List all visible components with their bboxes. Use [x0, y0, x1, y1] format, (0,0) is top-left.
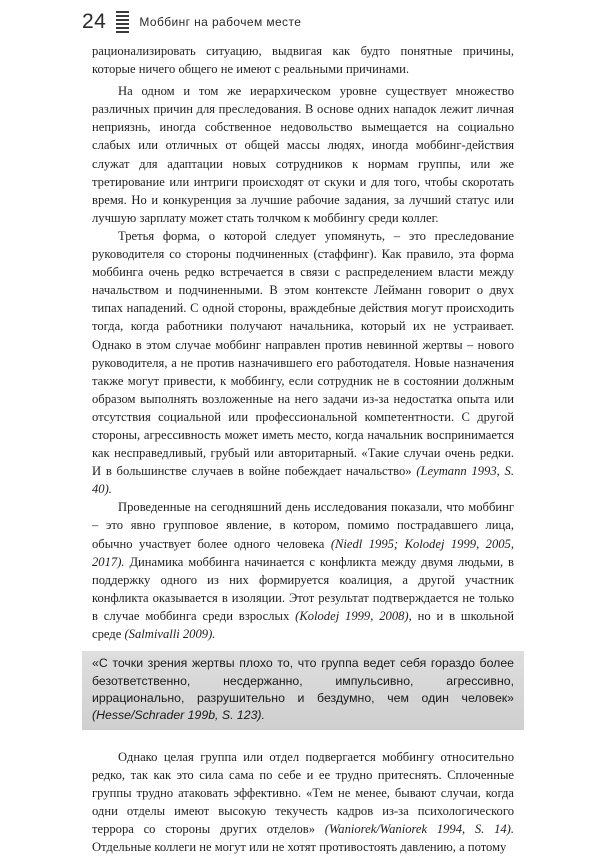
paragraph-0: рационализировать ситуацию, выдвигая как будто понятные причины, которые ничего общего не имеют с реальными причинами.: [92, 44, 514, 77]
header-decoration: [116, 11, 129, 33]
page-header: [82, 10, 301, 34]
paragraph-3-text-b: Динамика моббинга начинается с конфликта между двумя людьми, в поддержку одного из них формируется коалиция, а другой участник конфликта оказывается в изоляции. Этот результат подтверждается не только в случае моббинга среди взрослых: [92, 554, 514, 623]
page-number: 24: [82, 10, 107, 33]
running-title: Моббинг на рабочем месте: [139, 15, 302, 29]
citation-kolodej: (Kolodej 1999, 2008),: [295, 608, 412, 623]
paragraph-4: [92, 748, 514, 856]
citation-waniorek: (Waniorek/Waniorek 1994, S. 14).: [324, 822, 515, 837]
highlighted-quote: [82, 651, 524, 730]
paragraph-4-text-a: Однако целая группа или отдел подвергается моббингу относительно редко, так как это сила сама по себе и ее трудно притеснять. Сплоченные группы трудно атаковать эффективно. «Тем не менее, бывают случаи, когда одни отделы имеют высокую текучесть кадров из-за психологического террора со стороны других отделов»: [92, 749, 514, 837]
paragraph-1: На одном и том же иерархическом уровне существует множество различных причин для преследования. В основе одних нападок лежит личная неприязнь, иногда собственное недовольство вымещается на социально слабых или отличных от общей массы людях, иногда моббинг-действия служат для адаптации новых сотрудников к нормам группы, или же третирование или интриги происходят от скуки и для того, чтобы скоротать время. Но и конкуренция за лучшие рабочие задания, за лучший статус или лучшую зарплату может стать толчком к моббингу среди коллег.: [92, 84, 514, 225]
citation-salmivalli: (Salmivalli 2009).: [124, 627, 216, 641]
paragraph-2: [92, 227, 514, 498]
quote-text: «С точки зрения жертвы плохо то, что группа ведет себя гораздо более безответственно, несдержанно, импульсивно, агрессивно, иррационально, разрушительно и бездумно, чем один человек»: [92, 656, 514, 705]
paragraph-3-text-a: Проведенные на сегодняшний день исследования показали, что моббинг – это явно групповое явление, в котором, помимо пострадавшего лица, обычно участвует более одного человека: [92, 500, 514, 551]
quote-citation: (Hesse/Schrader 199b, S. 123).: [92, 708, 265, 723]
citation-leymann: (Leymann 1993, S. 40).: [92, 464, 514, 497]
paragraph-3: [92, 498, 514, 643]
paragraph-4-text-b: Отдельные коллеги не могут или не хотят противостоять давлению, а потому: [92, 840, 507, 855]
paragraph-2-text: Третья форма, о которой следует упомянуть, – это преследование руководителя со стороны подчиненных (стаффинг). Как правило, эта форма моббинга очень редко встречается в связи с распределением власти между начальством и подчиненными. В этом контексте Лейманн говорит о двух типах нападений. С одной стороны, враждебные действия могут происходить тогда, когда работники получают начальника, который их не устраивает. Однако в этом случае моббинг направлен против невинной жертвы – нового руководителя, а не против назначившего его работодателя. Новые назначения также могут привести, к моббингу, если сотрудник не в состоянии должным образом выполнять возложенные на него задачи из-за недостатка опыта или отсутствия социальной или профессиональной компетентности. С другой стороны, агрессивность может иметь место, когда начальник воспринимается как несправедливый, грубый или авторитарный. «Такие случаи очень редки. И в большинстве случаев в войне побеждает начальство»: [92, 228, 514, 479]
body-text: [92, 42, 514, 856]
paragraph-3-text-c: но и в школьной среде: [92, 608, 515, 641]
citation-niedl-kolodej: (Niedl 1995; Kolodej 1999, 2005, 2017).: [92, 536, 514, 569]
